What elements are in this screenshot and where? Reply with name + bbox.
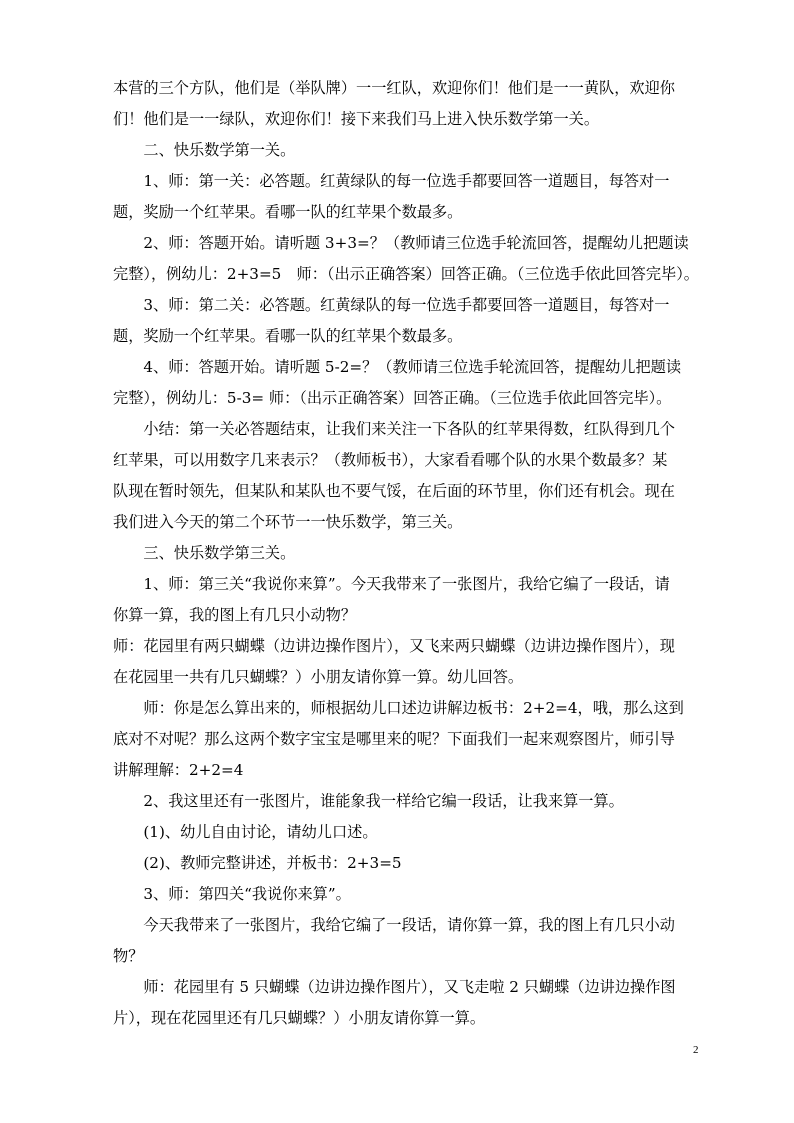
text-line: 完整），例幼儿：2+3=5 师：（出示正确答案）回答正确。（三位选手依此回答完毕）。 xyxy=(113,265,699,283)
text-line: 1、师：第三关“我说你来算”。今天我带来了一张图片，我给它编了一段话，请 xyxy=(113,575,670,593)
text-line: 你算一算，我的图上有几只小动物？ xyxy=(113,606,356,624)
page-number: 2 xyxy=(693,1044,699,1056)
text-line: 师：花园里有 5 只蝴蝶（边讲边操作图片），又飞走啦 2 只蝴蝶（边讲边操作图 xyxy=(113,978,676,996)
text-line: 完整），例幼儿：5-3= 师：（出示正确答案）回答正确。（三位选手依此回答完毕）。 xyxy=(113,389,672,407)
text-line: 师：花园里有两只蝴蝶（边讲边操作图片），又飞来两只蝴蝶（边讲边操作图片），现 xyxy=(113,637,675,655)
text-line: 3、师：第四关“我说你来算”。 xyxy=(113,885,351,903)
text-line: 2、师：答题开始。请听题 3+3=？（教师请三位选手轮流回答，提醒幼儿把题读 xyxy=(113,234,689,252)
text-line: 片），现在花园里还有几只蝴蝶？）小朋友请你算一算。 xyxy=(113,1009,486,1027)
text-line: 2、我这里还有一张图片，谁能象我一样给它编一段话，让我来算一算。 xyxy=(113,792,624,810)
text-line: 题，奖励一个红苹果。看哪一队的红苹果个数最多。 xyxy=(113,203,463,221)
section-heading: 二、快乐数学第一关。 xyxy=(113,141,296,159)
text-line: 底对不对呢？那么这两个数字宝宝是哪里来的呢？下面我们一起来观察图片，师引导 xyxy=(113,730,675,748)
text-line: (2)、教师完整讲述，并板书：2+3=5 xyxy=(113,854,402,872)
text-line: 我们进入今天的第二个环节一一快乐数学，第三关。 xyxy=(113,513,463,531)
text-line: 队现在暂时领先，但某队和某队也不要气馁，在后面的环节里，你们还有机会。现在 xyxy=(113,482,675,500)
text-line: (1)、幼儿自由讨论，请幼儿口述。 xyxy=(113,823,378,841)
text-line: 题，奖励一个红苹果。看哪一队的红苹果个数最多。 xyxy=(113,327,463,345)
text-line: 3、师：第二关：必答题。红黄绿队的每一位选手都要回答一道题目，每答对一 xyxy=(113,296,670,314)
text-line: 今天我带来了一张图片，我给它编了一段话，请你算一算，我的图上有几只小动 xyxy=(113,916,675,934)
text-line: 红苹果，可以用数字几来表示？（教师板书），大家看看哪个队的水果个数最多？某 xyxy=(113,451,668,469)
text-line: 小结：第一关必答题结束，让我们来关注一下各队的红苹果得数，红队得到几个 xyxy=(113,420,675,438)
section-heading: 三、快乐数学第三关。 xyxy=(113,544,296,562)
text-line: 在花园里一共有几只蝴蝶？）小朋友请你算一算。幼儿回答。 xyxy=(113,668,524,686)
text-line: 4、师：答题开始。请听题 5-2=？（教师请三位选手轮流回答，提醒幼儿把题读 xyxy=(113,358,682,376)
text-line: 师：你是怎么算出来的，师根据幼儿口述边讲解边板书：2+2=4，哦，那么这到 xyxy=(113,699,684,717)
text-line: 讲解理解：2+2=4 xyxy=(113,761,244,779)
text-line: 物？ xyxy=(113,947,144,965)
text-line: 们！他们是一一绿队，欢迎你们！接下来我们马上进入快乐数学第一关。 xyxy=(113,110,599,128)
text-line: 1、师：第一关：必答题。红黄绿队的每一位选手都要回答一道题目，每答对一 xyxy=(113,172,670,190)
text-line: 本营的三个方队，他们是（举队牌）一一红队，欢迎你们！他们是一一黄队，欢迎你 xyxy=(113,79,675,97)
